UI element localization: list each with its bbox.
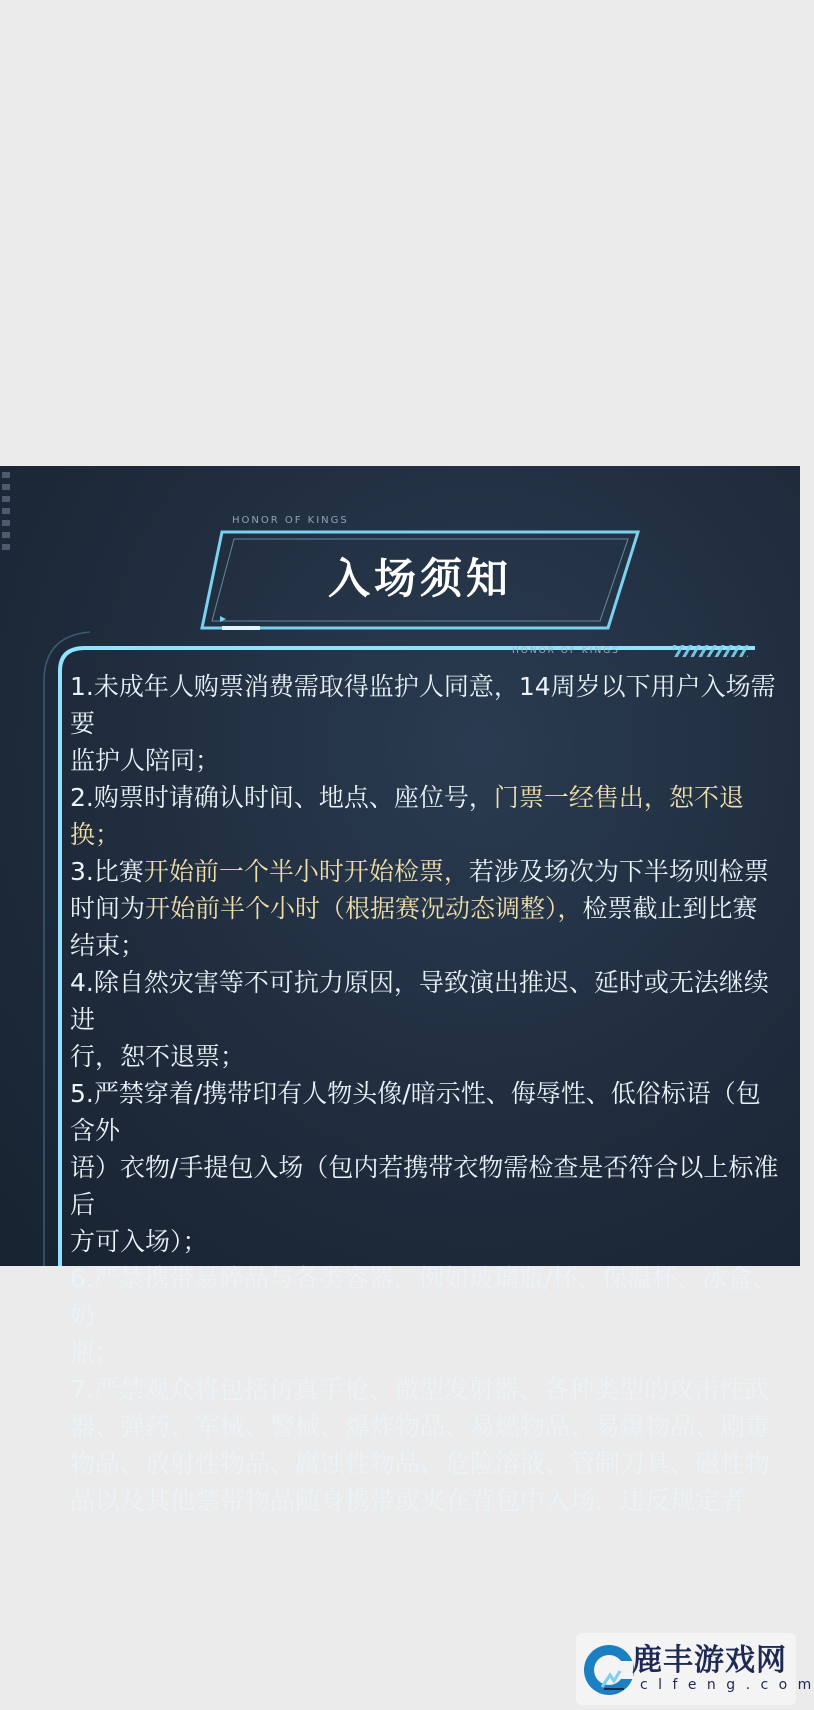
rule-line (70, 742, 780, 779)
rule-text: 结束； (70, 931, 146, 960)
deer-logo-icon (580, 1641, 638, 1699)
rule-line (70, 1260, 780, 1334)
rule-text: 行，恕不退票； (70, 1042, 246, 1071)
rule-line (70, 1445, 780, 1482)
rule-text: 4.除自然灾害等不可抗力原因，导致演出推迟、延时或无法继续进 (70, 968, 769, 1034)
brand-top: HONOR OF KINGS (232, 515, 349, 526)
rule-line (70, 1075, 780, 1149)
rule-line (70, 1223, 780, 1260)
rule-line (70, 668, 780, 742)
rule-text: 瓶； (70, 1338, 121, 1367)
watermark (576, 1633, 814, 1705)
rule-line (70, 1038, 780, 1075)
rule-text: 检票截止到比赛 (582, 894, 758, 923)
rule-text: 品以及其他禁带物品随身携带或夹在背包中入场，违反规定者 (70, 1486, 746, 1515)
rule-highlight-text: 开始前半个小时（根据赛况动态调整）， (145, 894, 583, 923)
rule-line (70, 1482, 780, 1519)
rule-line (70, 1334, 780, 1371)
rule-highlight-text: 开始前一个半小时开始检票， (143, 857, 469, 886)
rule-text: 监护人陪同； (70, 746, 221, 775)
rule-line (70, 890, 780, 927)
rule-text: 1.未成年人购票消费需取得监护人同意，14周岁以下用户入场需要 (70, 672, 776, 738)
rule-text: 若涉及场次为下半场则检票 (468, 857, 769, 886)
rule-line (70, 1408, 780, 1445)
rule-text: 6.严禁携带易碎品与各类容器，例如玻璃瓶/杯、保温杯、冰盒、奶 (70, 1264, 778, 1330)
rule-line (70, 1371, 780, 1408)
rule-text: 时间为 (70, 894, 146, 923)
decor-stripes (673, 645, 748, 657)
rule-text: 2.购票时请确认时间、地点、座位号， (70, 783, 494, 812)
rule-text: 5.严禁穿着/携带印有人物头像/暗示性、侮辱性、低俗标语（包含外 (70, 1079, 761, 1145)
watermark-name: 鹿丰游戏网 (632, 1643, 787, 1678)
rule-highlight-text: 门票一经售出，恕不退换； (70, 783, 744, 849)
rule-text: 方可入场）； (70, 1227, 208, 1256)
page-title: 入场须知 (327, 554, 512, 603)
rule-line (70, 927, 780, 964)
rule-text: 7.严禁观众将包括仿真手枪、微型发射器、各种类型的攻击性武 (70, 1375, 769, 1404)
brand-panel: HONOR OF KINGS (512, 646, 620, 656)
poster-image (0, 466, 800, 1515)
rule-line (70, 1149, 780, 1223)
rule-line (70, 779, 780, 853)
rule-text: 器、弹药、军械、警械、爆炸物品、易燃物品、易爆物品、剧毒 (70, 1412, 771, 1441)
rule-text: 语）衣物/手提包入场（包内若携带衣物需检查是否符合以上标准后 (70, 1153, 779, 1219)
decor-bars (2, 472, 10, 552)
watermark-url: c l f e n g . c o m (640, 1677, 814, 1693)
rule-text: 3.比赛 (70, 857, 144, 886)
rule-line (70, 853, 780, 890)
rule-line (70, 964, 780, 1038)
rule-text: 物品、放射性物品、腐蚀性物品、危险溶液、管制刀具、磁性物 (70, 1449, 771, 1478)
rules-list (70, 668, 780, 1519)
